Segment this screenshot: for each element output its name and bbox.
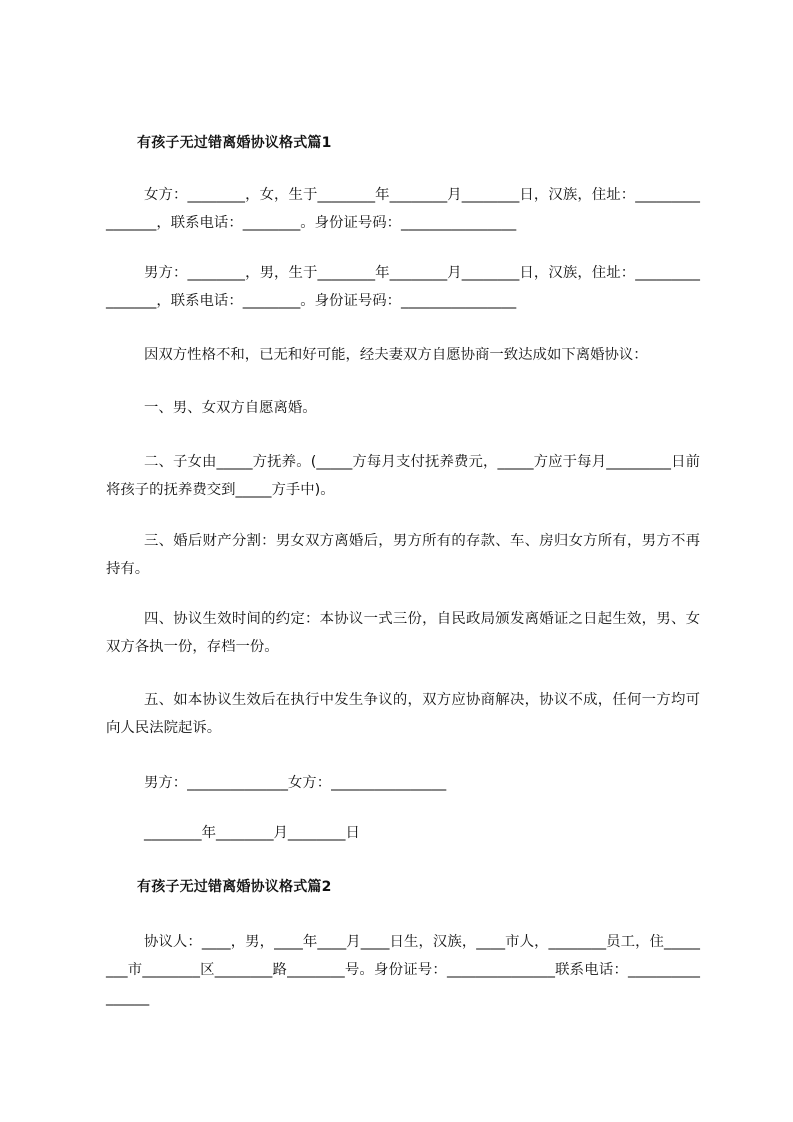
- female-info-paragraph: 女方：________，女，生于________年________月________日，汉族，住址：________________，联系电话：________。身份证号码：________________: [106, 187, 700, 231]
- clause-2: 二、子女由_____方抚养。(_____方每月支付抚养费元，_____方应于每月_________日前将孩子的抚养费交到_____方手中)。: [106, 454, 700, 498]
- section2-title: 有孩子无过错离婚协议格式篇2: [137, 879, 332, 895]
- clause-1: 一、男、女双方自愿离婚。: [144, 400, 317, 416]
- clause-3: 三、婚后财产分割：男女双方离婚后，男方所有的存款、车、房归女方所有，男方不再持有。: [106, 533, 700, 577]
- signature-line: 男方：______________女方：________________: [144, 775, 447, 791]
- section1-title: 有孩子无过错离婚协议格式篇1: [137, 135, 332, 151]
- male-info-paragraph: 男方：________，男，生于________年________月________日，汉族，住址：________________，联系电话：________。身份证号码：________________: [106, 265, 700, 309]
- date-line: ________年________月________日: [144, 825, 360, 841]
- party-info-paragraph: 协议人：____，男，____年____月____日生，汉族，____市人，________员工，住________市________区________路________号。身份证号：_______________联系电话：________________: [106, 934, 700, 1006]
- intro-paragraph: 因双方性格不和，已无和好可能，经夫妻双方自愿协商一致达成如下离婚协议：: [144, 347, 648, 363]
- clause-5: 五、如本协议生效后在执行中发生争议的，双方应协商解决，协议不成，任何一方均可向人民法院起诉。: [106, 692, 700, 736]
- clause-4: 四、协议生效时间的约定：本协议一式三份，自民政局颁发离婚证之日起生效，男、女双方各执一份，存档一份。: [106, 611, 700, 655]
